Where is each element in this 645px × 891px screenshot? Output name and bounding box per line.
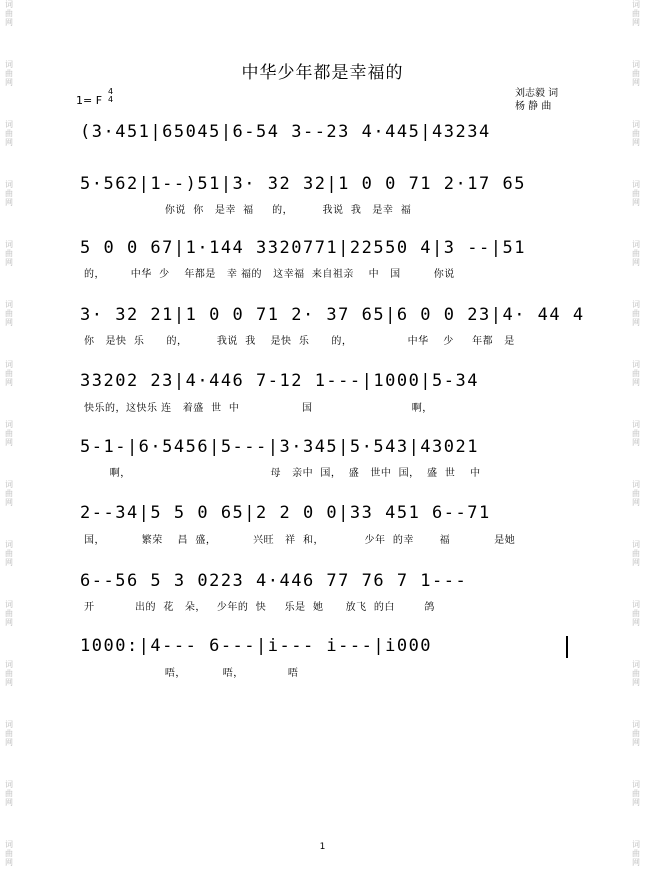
watermark-text: 词 曲 网: [5, 840, 13, 867]
lyricist-credit: 刘志毅 词: [515, 88, 559, 99]
watermark-column-right: [629, 0, 643, 891]
lyrics-line: 啊， 母 亲中 国， 盛 世中 国， 盛 世 中: [84, 468, 481, 479]
watermark-text: 词 曲 网: [5, 240, 13, 267]
page-number: 1: [319, 842, 326, 852]
watermark-text: 词 曲 网: [632, 480, 640, 507]
watermark-text: 词 曲 网: [632, 0, 640, 27]
watermark-text: 词 曲 网: [5, 660, 13, 687]
watermark-text: 词 曲 网: [632, 660, 640, 687]
watermark-text: 词 曲 网: [632, 240, 640, 267]
notation-line: 33202 23|4·446 7-12 1---|1000|5-34: [80, 371, 479, 391]
notation-line: 1000:|4--- 6---|i--- i---|i000: [80, 636, 433, 656]
notation-line: 5-1-|6·5456|5---|3·345|5·543|43021: [80, 437, 479, 457]
watermark-text: 词 曲 网: [5, 60, 13, 87]
notation-line: 5·562|1--)51|3· 32 32|1 0 0 71 2·17 65: [80, 174, 526, 194]
watermark-text: 词 曲 网: [632, 420, 640, 447]
watermark-text: 词 曲 网: [5, 720, 13, 747]
final-barline: [566, 636, 568, 658]
watermark-text: 词 曲 网: [5, 600, 13, 627]
watermark-text: 词 曲 网: [632, 180, 640, 207]
notation-line: (3·451|65045|6-54 3--23 4·445|43234: [80, 122, 491, 142]
watermark-text: 词 曲 网: [632, 720, 640, 747]
composer-credit: 杨 静 曲: [515, 101, 552, 112]
watermark-text: 词 曲 网: [5, 540, 13, 567]
watermark-text: 词 曲 网: [5, 120, 13, 147]
notation-line: 3· 32 21|1 0 0 71 2· 37 65|6 0 0 23|4· 44 4: [80, 305, 585, 325]
watermark-text: 词 曲 网: [632, 120, 640, 147]
watermark-text: 词 曲 网: [5, 480, 13, 507]
watermark-text: 词 曲 网: [632, 600, 640, 627]
notation-line: 5 0 0 67|1·144 3320771|22550 4|3 --|51: [80, 238, 526, 258]
lyrics-line: 国， 繁荣 昌 盛， 兴旺 祥 和， 少年 的幸 福 是她: [84, 535, 516, 546]
watermark-text: 词 曲 网: [632, 300, 640, 327]
lyrics-line: 你说 你 是幸 福 的， 我说 我 是幸 福: [84, 205, 412, 216]
watermark-text: 词 曲 网: [632, 840, 640, 867]
lyrics-line: 你 是快 乐 的， 我说 我 是快 乐 的， 中华 少 年都 是: [84, 336, 515, 347]
watermark-text: 词 曲 网: [5, 180, 13, 207]
time-signature-bottom: 4: [108, 95, 114, 104]
watermark-text: 词 曲 网: [5, 300, 13, 327]
watermark-text: 词 曲 网: [632, 780, 640, 807]
time-signature-top: 4: [108, 87, 114, 96]
watermark-column-left: [2, 0, 16, 891]
song-title: 中华少年都是幸福的: [241, 63, 404, 83]
key-signature: 1= F: [76, 94, 103, 107]
watermark-text: 词 曲 网: [5, 420, 13, 447]
lyrics-line: 唔， 唔， 唔: [84, 668, 299, 679]
notation-line: 6--56 5 3 0223 4·446 77 76 7 1---: [80, 571, 468, 591]
lyrics-line: 开 出的 花 朵， 少年的 快 乐是 她 放飞 的白 鸽: [84, 602, 435, 613]
watermark-text: 词 曲 网: [632, 360, 640, 387]
time-signature: [108, 88, 113, 104]
watermark-text: 词 曲 网: [632, 60, 640, 87]
watermark-text: 词 曲 网: [632, 540, 640, 567]
lyrics-line: 快乐的，这快乐 连 着盛 世 中 国 啊，: [84, 403, 433, 414]
notation-line: 2--34|5 5 0 65|2 2 0 0|33 451 6--71: [80, 503, 491, 523]
watermark-text: 词 曲 网: [5, 0, 13, 27]
watermark-text: 词 曲 网: [5, 780, 13, 807]
watermark-text: 词 曲 网: [5, 360, 13, 387]
lyrics-line: 的， 中华 少 年都是 幸 福的 这幸福 来自祖亲 中 国 你说: [84, 269, 455, 280]
